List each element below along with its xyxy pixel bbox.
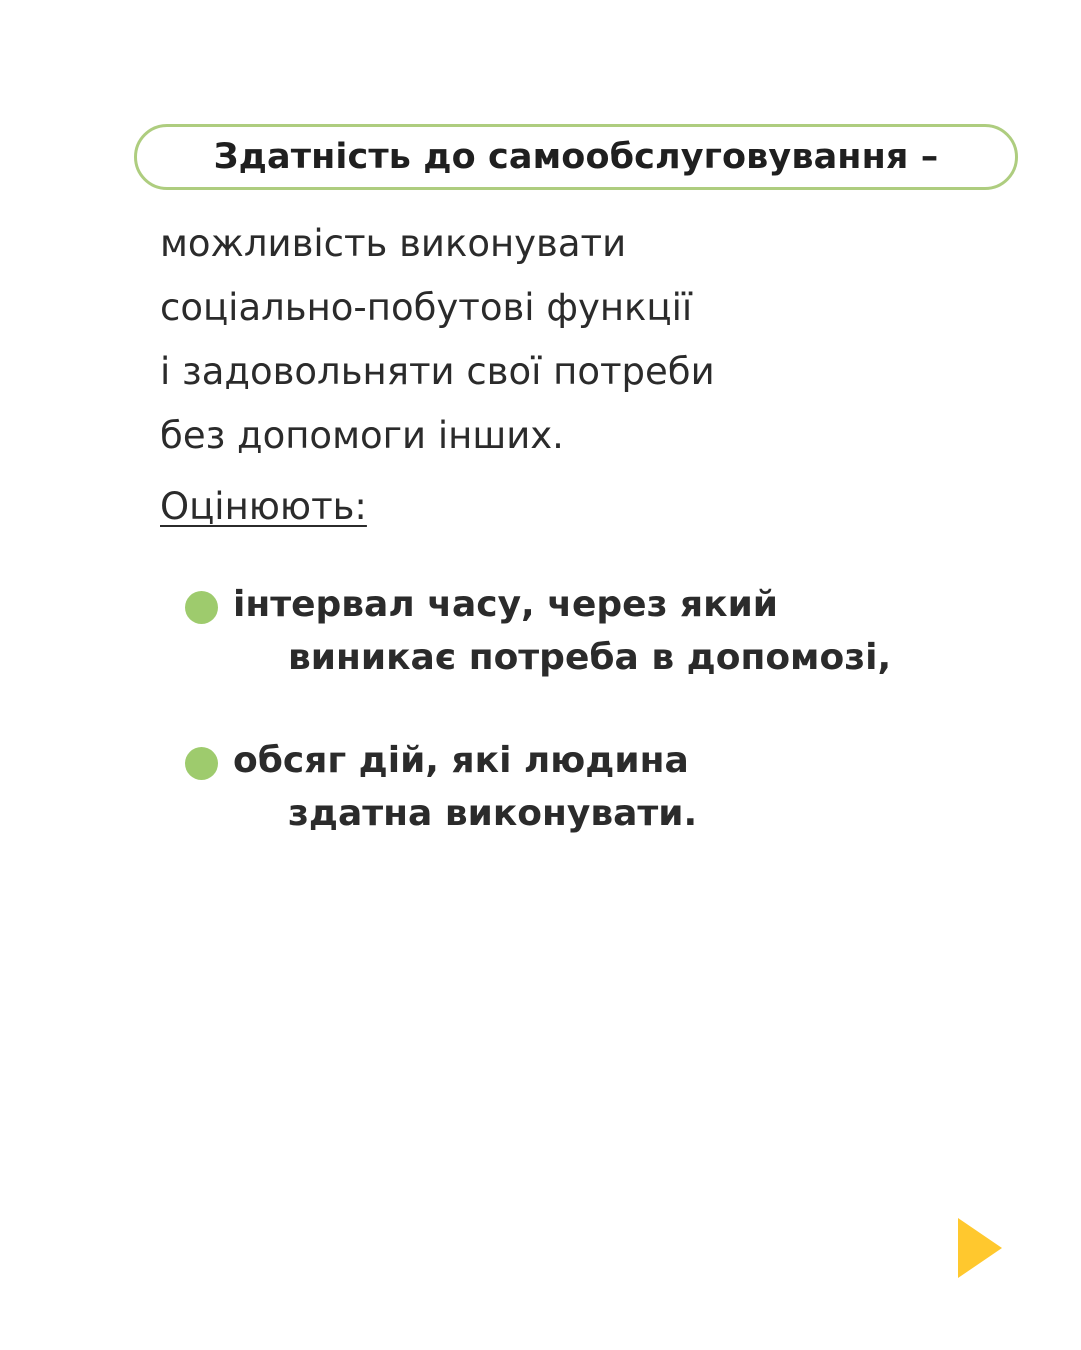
title-pill	[134, 124, 1018, 190]
list-item-line: здатна виконувати.	[288, 793, 698, 834]
list-item	[185, 734, 1015, 840]
definition-line: можливість виконувати	[160, 222, 627, 265]
list-item-line: виникає потреба в допомозі,	[288, 637, 892, 678]
definition-paragraph	[160, 212, 980, 468]
bullet-dot-icon	[185, 747, 218, 780]
list-item	[185, 578, 1015, 684]
definition-line: і задовольняти свої потреби	[160, 350, 715, 393]
list-item-line: обсяг дій, які людина	[233, 740, 689, 781]
evaluate-label: Оцінюють:	[160, 485, 367, 528]
definition-line: без допомоги інших.	[160, 414, 564, 457]
bullet-dot-icon	[185, 591, 218, 624]
play-triangle-icon[interactable]	[958, 1218, 1002, 1278]
bullet-list	[185, 578, 1015, 890]
page-title: Здатність до самообслуговування –	[213, 136, 939, 177]
list-item-line: інтервал часу, через який	[233, 584, 779, 625]
definition-line: соціально-побутові функції	[160, 286, 693, 329]
